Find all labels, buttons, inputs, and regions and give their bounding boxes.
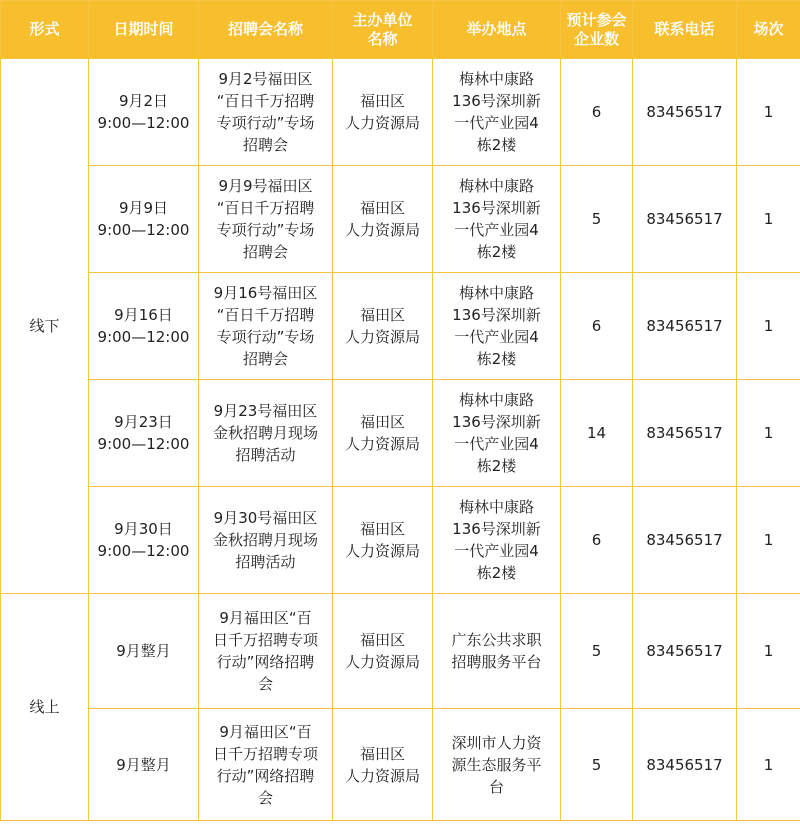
fair-name-cell: 9月福田区“百 日千万招聘专项 行动”网络招聘 会 — [199, 709, 333, 821]
header-sessions: 场次 — [737, 1, 800, 59]
date-cell: 9月23日 9:00—12:00 — [89, 380, 199, 487]
date-cell: 9月9日 9:00—12:00 — [89, 166, 199, 273]
header-datetime: 日期时间 — [89, 1, 199, 59]
header-form: 形式 — [1, 1, 89, 59]
location-cell: 梅林中康路 136号深圳新 一代产业园4 栋2楼 — [433, 59, 561, 166]
sessions-cell: 1 — [737, 594, 800, 709]
phone-cell: 83456517 — [633, 273, 737, 380]
company-count-cell: 6 — [561, 273, 633, 380]
fair-name-cell: 9月2号福田区 “百日千万招聘 专项行动”专场 招聘会 — [199, 59, 333, 166]
company-count-cell: 5 — [561, 709, 633, 821]
location-cell: 梅林中康路 136号深圳新 一代产业园4 栋2楼 — [433, 487, 561, 594]
date-cell: 9月16日 9:00—12:00 — [89, 273, 199, 380]
form-cell-offline: 线下 — [1, 59, 89, 594]
company-count-cell: 14 — [561, 380, 633, 487]
date-cell: 9月2日 9:00—12:00 — [89, 59, 199, 166]
company-count-cell: 6 — [561, 59, 633, 166]
organizer-cell: 福田区 人力资源局 — [333, 594, 433, 709]
phone-cell: 83456517 — [633, 487, 737, 594]
table-row — [1, 166, 800, 273]
phone-cell: 83456517 — [633, 59, 737, 166]
location-cell: 深圳市人力资 源生态服务平 台 — [433, 709, 561, 821]
header-row — [1, 1, 800, 59]
company-count-cell: 6 — [561, 487, 633, 594]
sessions-cell: 1 — [737, 709, 800, 821]
location-cell: 广东公共求职 招聘服务平台 — [433, 594, 561, 709]
location-cell: 梅林中康路 136号深圳新 一代产业园4 栋2楼 — [433, 166, 561, 273]
phone-cell: 83456517 — [633, 594, 737, 709]
table-row — [1, 709, 800, 821]
company-count-cell: 5 — [561, 166, 633, 273]
organizer-cell: 福田区 人力资源局 — [333, 709, 433, 821]
date-cell: 9月30日 9:00—12:00 — [89, 487, 199, 594]
table-row — [1, 273, 800, 380]
form-cell-online: 线上 — [1, 594, 89, 821]
organizer-cell: 福田区 人力资源局 — [333, 273, 433, 380]
header-phone: 联系电话 — [633, 1, 737, 59]
organizer-cell: 福田区 人力资源局 — [333, 59, 433, 166]
table-row — [1, 380, 800, 487]
location-cell: 梅林中康路 136号深圳新 一代产业园4 栋2楼 — [433, 273, 561, 380]
fair-name-cell: 9月9号福田区 “百日千万招聘 专项行动”专场 招聘会 — [199, 166, 333, 273]
header-fair-name: 招聘会名称 — [199, 1, 333, 59]
company-count-cell: 5 — [561, 594, 633, 709]
organizer-cell: 福田区 人力资源局 — [333, 380, 433, 487]
phone-cell: 83456517 — [633, 166, 737, 273]
phone-cell: 83456517 — [633, 380, 737, 487]
fair-name-cell: 9月福田区“百 日千万招聘专项 行动”网络招聘 会 — [199, 594, 333, 709]
sessions-cell: 1 — [737, 166, 800, 273]
phone-cell: 83456517 — [633, 709, 737, 821]
date-cell: 9月整月 — [89, 709, 199, 821]
table-row — [1, 594, 800, 709]
location-cell: 梅林中康路 136号深圳新 一代产业园4 栋2楼 — [433, 380, 561, 487]
fair-name-cell: 9月16号福田区 “百日千万招聘 专项行动”专场 招聘会 — [199, 273, 333, 380]
date-cell: 9月整月 — [89, 594, 199, 709]
header-organizer: 主办单位 名称 — [333, 1, 433, 59]
organizer-cell: 福田区 人力资源局 — [333, 166, 433, 273]
sessions-cell: 1 — [737, 487, 800, 594]
sessions-cell: 1 — [737, 380, 800, 487]
header-location: 举办地点 — [433, 1, 561, 59]
sessions-cell: 1 — [737, 59, 800, 166]
table-row — [1, 59, 800, 166]
table-row — [1, 487, 800, 594]
fair-name-cell: 9月23号福田区 金秋招聘月现场 招聘活动 — [199, 380, 333, 487]
organizer-cell: 福田区 人力资源局 — [333, 487, 433, 594]
sessions-cell: 1 — [737, 273, 800, 380]
fair-name-cell: 9月30号福田区 金秋招聘月现场 招聘活动 — [199, 487, 333, 594]
header-company-count: 预计参会 企业数 — [561, 1, 633, 59]
